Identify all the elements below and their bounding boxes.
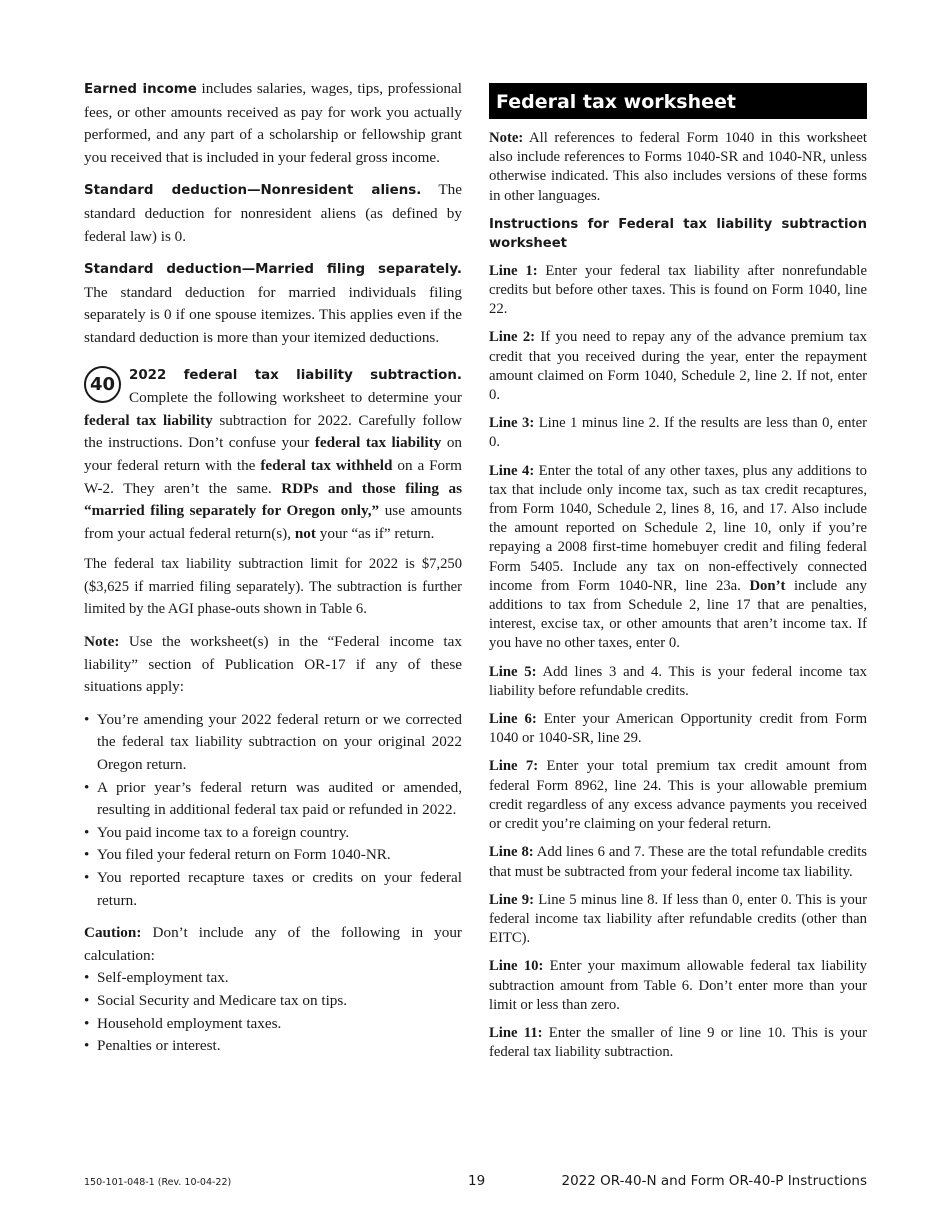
limit-para: The federal tax liability subtraction limit for 2022 is $7,250 ($3,625 if married filing separately). The subtraction is further limited by the AGI phase-outs shown in Table 6. [84, 556, 462, 618]
earned-income-term: Earned income [84, 82, 197, 97]
page-number: 19 [468, 1173, 486, 1189]
line-instruction [489, 1024, 867, 1062]
line-instruction [489, 843, 867, 881]
line-instruction [489, 710, 867, 748]
line-label: Line 2: [489, 329, 536, 346]
line-instruction [489, 328, 867, 405]
std-mfs-term: Standard deduction—Married filing separately. [84, 262, 462, 278]
note-text: Use the worksheet(s) in the “Federal income tax liability” section of Publication OR-17 if any of these situations apply: [84, 633, 462, 696]
list-item: • You filed your federal return on Form 1040-NR. [84, 844, 462, 867]
item-40-text-1: Complete the following worksheet to determine your [129, 389, 462, 407]
instructions-heading: Instructions for Federal tax liability subtraction worksheet [489, 216, 867, 251]
item-40-title: 2022 federal tax liability subtraction. [129, 367, 462, 383]
std-nra-text: The standard deduction for nonresident aliens (as defined by federal law) is 0. [84, 181, 462, 245]
list-item: • A prior year’s federal return was audited or amended, resulting in additional federal tax paid or refunded in 2022. [84, 777, 462, 822]
line-text: Enter your federal tax liability after nonrefundable credits but before other taxes. This is found on Form 1040, line 22. [489, 262, 867, 318]
line-instruction [489, 663, 867, 701]
item-40 [84, 364, 462, 546]
item-40-bold-3: federal tax withheld [260, 456, 393, 474]
line-text: If you need to repay any of the advance premium tax credit that you received during the year, enter the repayment amount claimed on Form 1040, Schedule 2, line 2. If not, enter 0. [489, 329, 867, 404]
list-item: • You paid income tax to a foreign country. [84, 822, 462, 845]
right-column [489, 78, 867, 1071]
line-text: Line 1 minus line 2. If the results are less than 0, enter 0. [489, 415, 867, 451]
line-bold-text: Don’t [749, 577, 786, 594]
list-item: • Household employment taxes. [84, 1013, 462, 1036]
line-text: Enter the total of any other taxes, plus any additions to tax that include only income tax, such as tax credit recaptures, from Form 1040, Schedule 2, lines 8, 16, and 17. Also include the amount reported on Schedule 2, line 10, only if you’re repaying a 2008 first-time homebuyer credit and filing federal Form 5405. Include any tax on non-effectively connected income from Form 1040-NR, line 23a. [489, 462, 867, 594]
line-label: Line 11: [489, 1024, 543, 1041]
std-mfs-para [84, 258, 462, 349]
item-40-text-5: use amounts from your actual federal return(s), [84, 502, 462, 542]
item-40-bold-1: federal tax liability [84, 411, 213, 429]
item-40-bold-4: RDPs and those filing as “married filing separately for Oregon only,” [84, 479, 462, 520]
line-text: Enter your total premium tax credit amount from federal Form 8962, line 24. This is your allowable premium credit regardless of any excess advance payments you received or credit you’re claiming on your federal return. [489, 758, 867, 833]
note-bullet-list [84, 709, 462, 912]
section-heading: Federal tax worksheet [489, 83, 867, 119]
earned-income-text: includes salaries, wages, tips, professional fees, or other amounts received as pay for work you actually performed, and any part of a scholarship or fellowship grant you received that is included in your federal gross income. [84, 80, 462, 166]
list-item: • Penalties or interest. [84, 1035, 462, 1058]
item-40-text-2: subtraction for 2022. Carefully follow the instructions. Don’t confuse your [84, 411, 462, 452]
caution-term: Caution: [84, 924, 142, 942]
note-para [84, 631, 462, 699]
list-item: • Social Security and Medicare tax on tips. [84, 990, 462, 1013]
line-label: Line 6: [489, 711, 537, 728]
line-label: Line 1: [489, 262, 538, 279]
list-item: • Self-employment tax. [84, 967, 462, 990]
line-instruction [489, 262, 867, 320]
item-40-text-3: on your federal return with the [84, 434, 463, 474]
form-code: 150-101-048-1 (Rev. 10-04-22) [84, 1177, 232, 1188]
line-text: Line 5 minus line 8. If less than 0, enter 0. This is your federal income tax liability after refundable credits (other than EITC). [489, 891, 867, 947]
line-instruction [489, 891, 867, 949]
line-label: Line 7: [489, 758, 539, 775]
line-instruction [489, 757, 867, 834]
line-instruction [489, 414, 867, 452]
line-label: Line 10: [489, 958, 544, 975]
line-instruction [489, 462, 867, 654]
worksheet-note [489, 129, 867, 206]
std-nra-para [84, 179, 462, 248]
caution-text: Don’t include any of the following in your calculation: [84, 924, 462, 964]
line-text: Add lines 6 and 7. These are the total refundable credits that must be subtracted from your federal income tax liability. [489, 844, 868, 880]
list-item: • You reported recapture taxes or credits on your federal return. [84, 867, 462, 912]
earned-income-para [84, 78, 462, 169]
line-text: Enter the smaller of line 9 or line 10. This is your federal tax liability subtraction. [489, 1024, 867, 1061]
page-footer [84, 1173, 867, 1193]
line-number-badge: 40 [84, 366, 121, 403]
line-instruction [489, 957, 867, 1015]
worksheet-note-text: All references to federal Form 1040 in this worksheet also include references to Forms 1040-SR and 1040-NR, unless otherwise indicated. This also includes versions of these forms in other languages. [489, 130, 867, 204]
std-nra-term: Standard deduction—Nonresident aliens. [84, 183, 422, 199]
document-title: 2022 OR-40-N and Form OR-40-P Instructions [561, 1173, 867, 1189]
item-40-text-6: your “as if” return. [315, 524, 435, 542]
line-label: Line 9: [489, 891, 534, 908]
left-column [84, 78, 462, 1068]
item-40-bold-2: federal tax liability [314, 434, 442, 452]
caution-para [84, 922, 462, 967]
note-term: Note: [84, 633, 120, 651]
caution-bullet-list [84, 967, 462, 1057]
line-label: Line 4: [489, 462, 535, 479]
std-mfs-text: The standard deduction for married individuals filing separately is 0 if one spouse itemizes. This applies even if the standard deduction is more than your itemized deductions. [84, 283, 462, 346]
line-text: Enter your American Opportunity credit from Form 1040 or 1040-SR, line 29. [489, 711, 867, 747]
line-text: Add lines 3 and 4. This is your federal income tax liability before refundable credits. [489, 663, 867, 699]
item-40-text-4: on a Form W-2. They aren’t the same. [84, 456, 462, 497]
line-label: Line 8: [489, 844, 534, 861]
line-text: Enter your maximum allowable federal tax liability subtraction amount from Table 6. Don’t enter more than your limit or less than zero. [489, 958, 867, 1013]
item-40-bold-5: not [294, 524, 316, 542]
line-label: Line 5: [489, 663, 537, 680]
list-item: • You’re amending your 2022 federal return or we corrected the federal tax liability subtraction on your original 2022 Oregon return. [84, 709, 462, 777]
line-label: Line 3: [489, 415, 535, 432]
worksheet-note-term: Note: [489, 130, 524, 146]
line-text-continued: include any additions to tax from Schedule 2, line 17 that are penalties, interest, excise tax, or other amounts that aren’t income tax. If you have no other taxes, enter 0. [489, 577, 867, 652]
